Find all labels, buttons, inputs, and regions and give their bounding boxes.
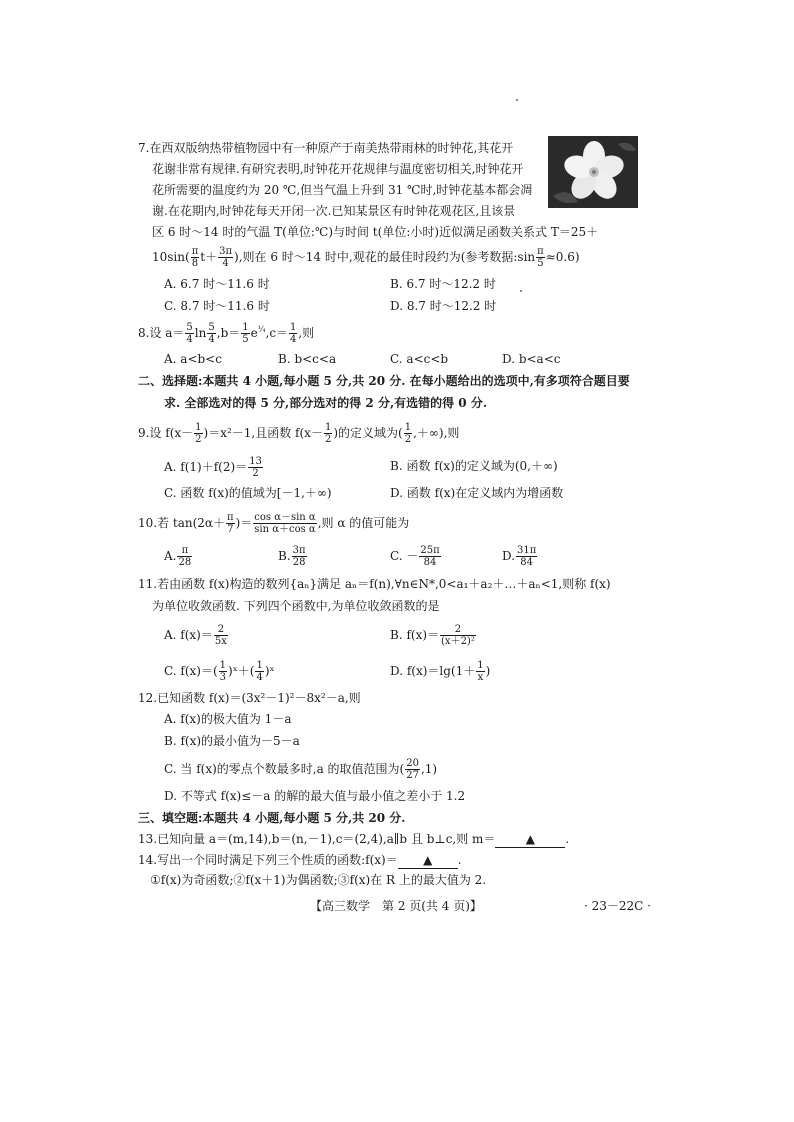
q7-option-d: D. 8.7 时～12.2 时 bbox=[390, 299, 497, 313]
q7-expr-d: ≈0.6) bbox=[545, 250, 580, 264]
q14-answer-blank[interactable] bbox=[398, 852, 458, 869]
q10-option-d bbox=[502, 545, 538, 568]
q11-option-d-num: 1 bbox=[477, 660, 484, 671]
q11-option-b-num: 2 bbox=[440, 624, 476, 636]
q8-frac-2 bbox=[207, 322, 215, 345]
q11-option-b bbox=[390, 624, 477, 647]
q14-stem bbox=[138, 852, 462, 869]
q12-option-a: A. f(x)的极大值为 1－a bbox=[164, 712, 292, 726]
q11-option-c-part-3: )ˣ bbox=[264, 664, 275, 678]
section-2-heading-line-2: 求. 全部选对的得 5 分,部分选对的得 2 分,有选错的得 0 分. bbox=[164, 396, 488, 410]
q10-option-b-frac bbox=[292, 545, 307, 568]
q11-option-a-frac bbox=[214, 624, 228, 647]
q9-frac-3-num: 1 bbox=[404, 422, 412, 433]
q7-frac-3 bbox=[536, 246, 545, 269]
q9-part-4: ,＋∞),则 bbox=[413, 426, 460, 440]
q11-option-c-num-2: 1 bbox=[256, 660, 263, 671]
q10-stem bbox=[138, 512, 409, 535]
q11-option-d-part-1: D. f(x)＝lg(1＋ bbox=[390, 664, 476, 678]
q10-option-a bbox=[164, 545, 193, 568]
q10-frac-2-den: sin α＋cos α bbox=[254, 524, 316, 535]
q10-part-1: 10.若 tan(2α＋ bbox=[138, 516, 226, 530]
q13-end: . bbox=[565, 832, 570, 846]
q11-option-b-frac bbox=[440, 624, 476, 647]
q13-answer-blank[interactable] bbox=[495, 831, 565, 848]
scan-speck bbox=[516, 99, 518, 101]
q10-part-3: ,则 α 的值可能为 bbox=[317, 516, 410, 530]
q7-expr-c: ),则在 6 时～14 时中,观花的最佳时段约为(参考数据:sin bbox=[234, 250, 536, 264]
q14-end: . bbox=[457, 853, 462, 867]
q10-option-d-den: 84 bbox=[520, 557, 534, 568]
q9-option-b: B. 函数 f(x)的定义域为(0,＋∞) bbox=[390, 459, 558, 473]
q11-option-c-part-1: C. f(x)＝( bbox=[164, 664, 218, 678]
q11-option-d-frac bbox=[476, 660, 484, 683]
q8-option-d: D. b<a<c bbox=[502, 352, 561, 366]
q14-properties: ①f(x)为奇函数;②f(x＋1)为偶函数;③f(x)在 R 上的最大值为 2. bbox=[150, 873, 487, 887]
q9-frac-3-den: 2 bbox=[404, 434, 412, 445]
q14-text: 14.写出一个同时满足下列三个性质的函数:f(x)＝ bbox=[138, 853, 398, 867]
q7-frac-1-num: π bbox=[191, 246, 199, 257]
q12-option-c-num: 20 bbox=[406, 758, 419, 769]
q8-stem bbox=[138, 322, 314, 345]
q9-stem bbox=[138, 422, 459, 445]
q11-option-c-num-1: 1 bbox=[219, 660, 227, 671]
q9-frac-2-num: 1 bbox=[324, 422, 332, 433]
q9-frac-1 bbox=[194, 422, 202, 445]
q7-frac-2 bbox=[218, 246, 233, 269]
q7-line-5: 区 6 时～14 时的气温 T(单位:℃)与时间 t(单位:小时)近似满足函数关系式 T＝25＋ bbox=[152, 225, 599, 239]
triangle-icon: ▲ bbox=[423, 853, 433, 867]
q7-line-4: 谢.在花期内,时钟花每天开闭一次.已知某景区有时钟花观花区,且该景 bbox=[152, 204, 516, 218]
q8-option-c: C. a<c<b bbox=[390, 352, 449, 366]
q8-frac-2-num: 5 bbox=[208, 322, 215, 333]
q7-expr-a: 10sin( bbox=[152, 250, 190, 264]
q7-line-6 bbox=[152, 246, 580, 269]
q11-option-a-text: A. f(x)＝ bbox=[164, 628, 213, 642]
q10-option-d-num: 31π bbox=[517, 545, 537, 556]
q11-option-c-part-2: )ˣ＋( bbox=[228, 664, 255, 678]
q11-option-d-part-2: ) bbox=[485, 664, 491, 678]
q11-option-a-num: 2 bbox=[214, 624, 228, 636]
q8-frac-4 bbox=[289, 322, 297, 345]
q8-frac-1-num: 5 bbox=[186, 322, 193, 333]
scan-speck bbox=[520, 290, 522, 292]
q8-frac-3-num: 1 bbox=[242, 322, 249, 333]
q9-frac-3 bbox=[404, 422, 412, 445]
q9-part-1: 9.设 f(x－ bbox=[138, 426, 194, 440]
q7-line-2: 花谢非常有规律.有研究表明,时钟花开花规律与温度密切相关,时钟花开 bbox=[152, 162, 524, 176]
q10-option-b-num: 3π bbox=[292, 545, 306, 556]
q12-option-c-den: 27 bbox=[406, 770, 419, 781]
q12-option-d: D. 不等式 f(x)≤－a 的解的最大值与最小值之差小于 1.2 bbox=[164, 789, 466, 803]
q12-option-c bbox=[164, 758, 437, 781]
section-2-heading-line-1: 二、选择题:本题共 4 小题,每小题 5 分,共 20 分. 在每小题给出的选项中,有多项符合题目要 bbox=[138, 374, 630, 388]
q10-option-b bbox=[278, 545, 308, 568]
q7-expr-b: t＋ bbox=[200, 250, 218, 264]
q10-option-c-den: 84 bbox=[423, 557, 437, 568]
q12-option-c-frac bbox=[405, 758, 420, 781]
q7-frac-2-den: 4 bbox=[222, 258, 229, 269]
q11-option-a bbox=[164, 624, 229, 647]
flower-icon bbox=[548, 136, 638, 208]
q9-option-c: C. 函数 f(x)的值域为[－1,＋∞) bbox=[164, 486, 332, 500]
q10-option-a-num: π bbox=[177, 545, 192, 557]
q9-option-d: D. 函数 f(x)在定义域内为增函数 bbox=[390, 486, 564, 500]
q11-option-d-den: x bbox=[477, 672, 484, 683]
q11-option-c-den-2: 4 bbox=[256, 672, 263, 683]
q9-option-a bbox=[164, 456, 264, 479]
q9-part-3: )的定义域为( bbox=[333, 426, 403, 440]
q9-option-a-num: 13 bbox=[249, 456, 262, 467]
q11-option-c bbox=[164, 660, 275, 683]
q8-frac-3 bbox=[241, 322, 249, 345]
q10-frac-1 bbox=[226, 512, 235, 535]
q9-option-a-frac bbox=[248, 456, 263, 479]
q8-frac-4-den: 4 bbox=[290, 334, 297, 345]
q10-part-2: )＝ bbox=[235, 516, 253, 530]
page-footer-code: · 23－22C · bbox=[584, 899, 651, 913]
q8-frac-2-den: 4 bbox=[208, 334, 215, 345]
q11-option-b-text: B. f(x)＝ bbox=[390, 628, 440, 642]
page-footer-center: 【高三数学 第 2 页(共 4 页)】 bbox=[310, 899, 482, 913]
q11-option-a-den: 5x bbox=[214, 636, 227, 647]
q7-frac-3-den: 5 bbox=[537, 258, 544, 269]
q8-part-5: ,c＝ bbox=[265, 326, 289, 340]
q11-option-b-den: (x＋2)² bbox=[441, 636, 475, 647]
q10-option-a-label: A. bbox=[164, 549, 177, 563]
q8-part-2: ln bbox=[194, 326, 207, 340]
q11-option-c-frac-1 bbox=[219, 660, 227, 683]
q13-stem bbox=[138, 831, 569, 848]
q10-option-c bbox=[390, 545, 442, 568]
q7-line-1: 7.在西双版纳热带植物园中有一种原产于南美热带雨林的时钟花,其花开 bbox=[138, 141, 514, 155]
q10-option-c-label: C. － bbox=[390, 549, 419, 563]
q7-option-b: B. 6.7 时～12.2 时 bbox=[390, 277, 496, 291]
q8-frac-1 bbox=[185, 322, 193, 345]
q7-frac-2-num: 3π bbox=[219, 246, 233, 257]
q9-frac-1-den: 2 bbox=[195, 434, 202, 445]
q10-option-b-den: 28 bbox=[292, 557, 306, 568]
q12-option-b: B. f(x)的最小值为－5－a bbox=[164, 734, 300, 748]
q11-option-d bbox=[390, 660, 490, 683]
q7-option-c: C. 8.7 时～11.6 时 bbox=[164, 299, 270, 313]
q8-frac-3-den: 5 bbox=[242, 334, 249, 345]
section-3-heading: 三、填空题:本题共 4 小题,每小题 5 分,共 20 分. bbox=[138, 811, 406, 825]
q12-stem: 12.已知函数 f(x)＝(3x²－1)²－8x²－a,则 bbox=[138, 691, 361, 705]
q9-frac-1-num: 1 bbox=[195, 422, 202, 433]
triangle-icon: ▲ bbox=[525, 832, 536, 846]
q10-frac-1-num: π bbox=[227, 512, 234, 523]
q7-option-a: A. 6.7 时～11.6 时 bbox=[164, 277, 270, 291]
q9-option-a-den: 2 bbox=[252, 468, 259, 479]
q10-option-c-num: 25π bbox=[420, 545, 440, 556]
q8-option-b: B. b<c<a bbox=[278, 352, 337, 366]
q10-option-b-label: B. bbox=[278, 549, 291, 563]
q7-frac-3-num: π bbox=[537, 246, 544, 257]
q10-option-a-den: 28 bbox=[178, 557, 192, 568]
q9-option-a-text: A. f(1)＋f(2)＝ bbox=[164, 460, 248, 474]
q8-frac-4-num: 1 bbox=[290, 322, 297, 333]
q8-part-6: ,则 bbox=[298, 326, 315, 340]
q10-option-a-frac bbox=[177, 545, 192, 568]
q11-line-2: 为单位收敛函数. 下列四个函数中,为单位收敛函数的是 bbox=[152, 599, 440, 613]
q7-frac-1 bbox=[191, 246, 200, 269]
q7-line-3: 花所需要的温度约为 20 ℃,但当气温上升到 31 ℃时,时钟花基本都会凋 bbox=[152, 183, 533, 197]
clock-flower-photo bbox=[548, 136, 638, 208]
q9-frac-2-den: 2 bbox=[324, 434, 332, 445]
q11-option-c-den-1: 3 bbox=[219, 672, 227, 683]
q13-text: 13.已知向量 a＝(m,14),b＝(n,－1),c＝(2,4),a∥b 且 b⊥c,则 m＝ bbox=[138, 832, 496, 846]
q8-frac-1-den: 4 bbox=[186, 334, 193, 345]
q9-frac-2 bbox=[324, 422, 332, 445]
q11-line-1: 11.若由函数 f(x)构造的数列{aₙ}满足 aₙ＝f(n),∀n∈N*,0<a₁＋a₂＋…＋aₙ<1,则称 f(x) bbox=[138, 577, 611, 591]
q8-part-4: e bbox=[250, 326, 258, 340]
q10-frac-2-num: cos α－sin α bbox=[254, 512, 316, 523]
q10-option-c-frac bbox=[419, 545, 440, 568]
q8-part-1: 8.设 a＝ bbox=[138, 326, 185, 340]
q7-frac-1-den: 8 bbox=[191, 258, 199, 269]
q12-option-c-part-2: ,1) bbox=[420, 762, 438, 776]
q8-exponent: ¼ bbox=[257, 325, 266, 334]
q10-frac-1-den: 7 bbox=[227, 524, 234, 535]
q10-frac-2 bbox=[253, 512, 316, 535]
q12-option-c-part-1: C. 当 f(x)的零点个数最多时,a 的取值范围为( bbox=[164, 762, 405, 776]
q8-part-3: ,b＝ bbox=[216, 326, 241, 340]
q10-option-d-label: D. bbox=[502, 549, 516, 563]
q9-part-2: )＝x²－1,且函数 f(x－ bbox=[203, 426, 323, 440]
q10-option-d-frac bbox=[516, 545, 537, 568]
q11-option-c-frac-2 bbox=[255, 660, 263, 683]
q8-option-a: A. a<b<c bbox=[164, 352, 222, 366]
